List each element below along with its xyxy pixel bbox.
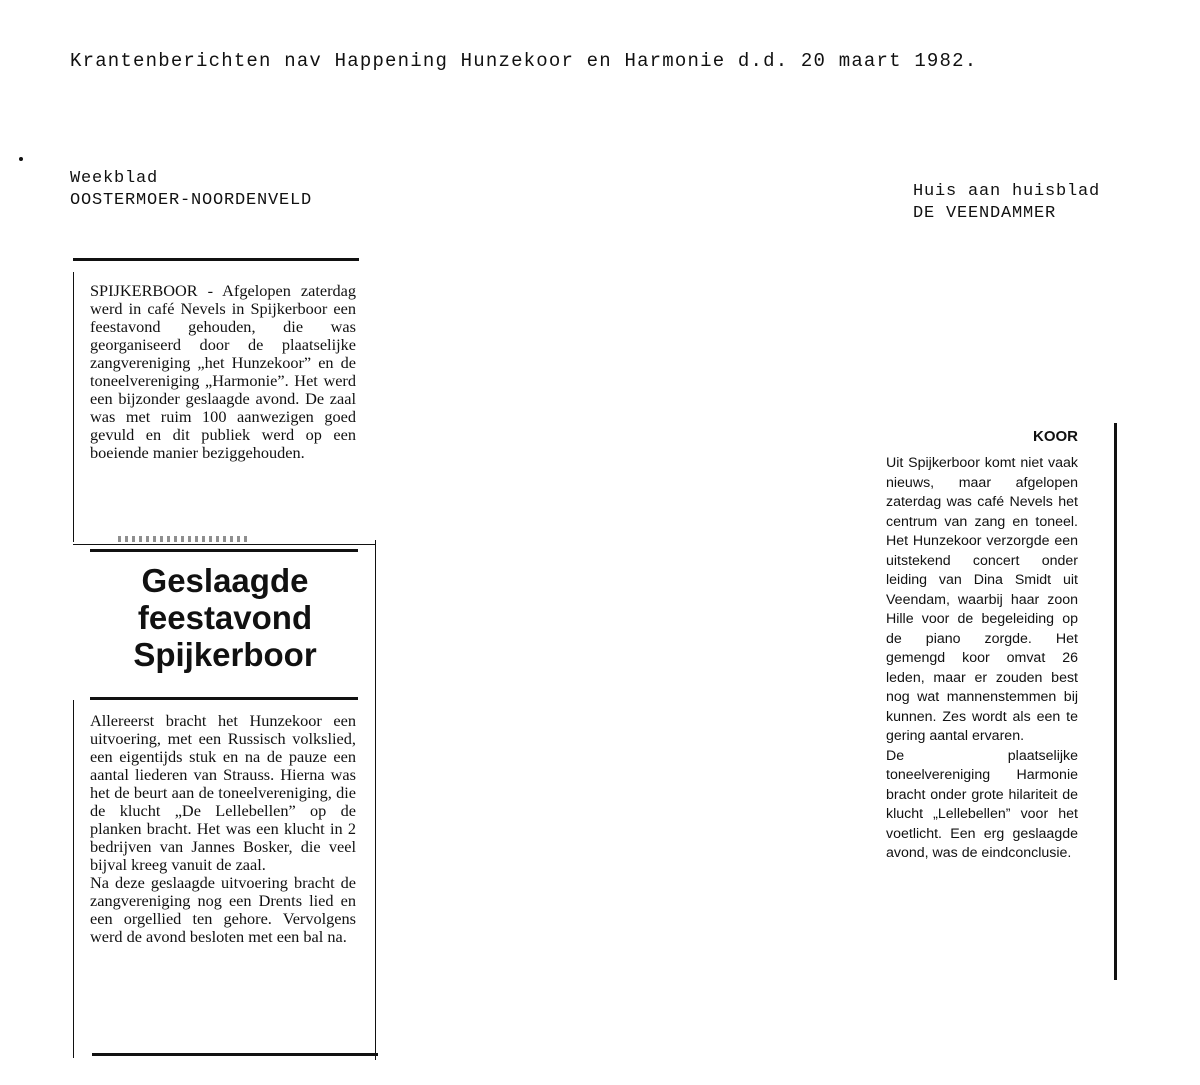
headline-line-3: Spijkerboor [133, 636, 317, 673]
clipping-bottom-rule [92, 1053, 378, 1056]
headline-line-2: feestavond [137, 599, 313, 636]
clipping-left-edge-lower [73, 700, 74, 1058]
source-right [913, 181, 1100, 225]
headline-top-rule [90, 549, 358, 552]
headline-line-1: Geslaagde [141, 562, 309, 599]
clipping-top-rule [73, 258, 359, 261]
intro-bottom-rule [73, 544, 375, 545]
scan-smudge [118, 536, 248, 542]
scan-speck [19, 157, 23, 161]
koor-article [886, 454, 1078, 864]
article-intro-text: SPIJKERBOOR - Afgelopen zaterdag werd in café Nevels in Spijkerboor een feestavond gehouden, die was georganiseerd door de plaatselijke zangvereniging „het Hunzekoor” en de toneelvereniging „Harmonie”. Het werd een bijzonder geslaagde avond. De zaal was met ruim 100 aanwezigen goed gevuld en dit publiek werd op een boeiende manier beziggehouden. [90, 281, 356, 462]
source-right-name: DE VEENDAMMER [913, 204, 1057, 223]
article-body [90, 712, 356, 946]
article-body-p2: Na deze geslaagde uitvoering bracht de zangvereniging nog een Drents lied en een orgellied ten gehore. Vervolgens werd de avond besloten met een bal na. [90, 873, 356, 946]
article-body-p1: Allereerst bracht het Hunzekoor een uitvoering, met een Russisch volkslied, een eigentijds stuk en na de pauze een aantal liederen van Strauss. Hierna was het de beurt aan de toneelvereniging, die de klucht „De Lellebellen” op de planken bracht. Het was een klucht in 2 bedrijven van Jannes Bosker, die veel bijval kreeg vanuit de zaal. [90, 711, 356, 874]
source-left-name: OOSTERMOER-NOORDENVELD [70, 191, 313, 210]
source-left-type: Weekblad [70, 169, 159, 188]
headline-bottom-rule [90, 697, 358, 700]
clipping-right-edge [375, 540, 376, 1060]
article-headline [90, 562, 360, 673]
document-title: Krantenberichten nav Happening Hunzekoor en Harmonie d.d. 20 maart 1982. [70, 50, 978, 72]
koor-column-rule [1114, 423, 1117, 980]
source-right-type: Huis aan huisblad [913, 182, 1101, 201]
article-intro [90, 282, 356, 462]
clipping-left-edge [73, 272, 74, 542]
koor-p1: Uit Spijkerboor komt niet vaak nieuws, maar afgelopen zaterdag was café Nevels het centrum van zang en toneel. Het Hunzekoor verzorgde een uitstekend concert onder leiding van Dina Smidt uit Veendam, waarbij haar zoon Hille voor de begeleiding op de piano zorgde. Het gemengd koor omvat 26 leden, maar er zouden best nog wat mannenstemmen bij kunnen. Zes wordt als een te gering aantal ervaren. [886, 455, 1078, 744]
koor-title: KOOR [1033, 428, 1078, 445]
koor-p2: De plaatselijke toneelvereniging Harmonie bracht onder grote hilariteit de klucht „Lellebellen” voor het voetlicht. Een erg geslaagde avond, was de eindconclusie. [886, 747, 1078, 861]
source-left [70, 168, 312, 212]
